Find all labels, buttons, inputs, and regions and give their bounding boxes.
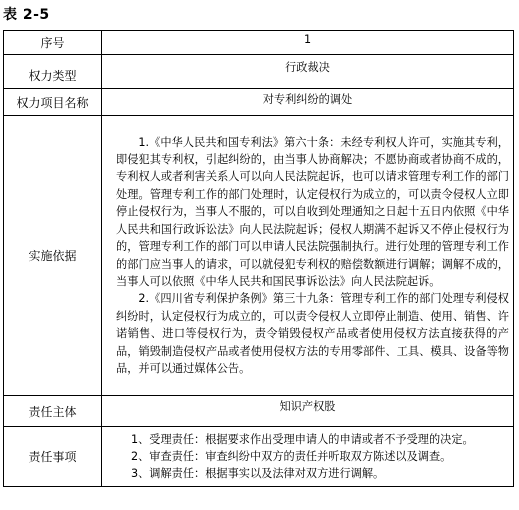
basis-paragraph-1: 1.《中华人民共和国专利法》第六十条：未经专利权人许可，实施其专利，即侵犯其专利权，引起纠纷的，由当事人协商解决；不愿协商或者协商不成的，专利权人或者利害关系人可以向人民法院起诉，也可以请求管理专利工作的部门处理。管理专利工作的部门处理时，认定侵权行为成立的，可以责令侵权人立即停止侵权行为，当事人不服的，可以自收到处理通知之日起十五日内依照《中华人民共和国行政诉讼法》向人民法院起诉；侵权人期满不起诉又不停止侵权行为的，管理专利工作的部门可以申请人民法院强制执行。进行处理的管理专利工作的部门应当事人的请求，可以就侵犯专利权的赔偿数额进行调解；调解不成的，当事人可以依照《中华人民共和国民事诉讼法》向人民法院起诉。	[116, 135, 509, 288]
duty-item: 3、调解责任：根据事实以及法律对双方进行调解。	[131, 467, 385, 481]
basis-paragraph-2: 2.《四川省专利保护条例》第三十九条：管理专利工作的部门处理专利侵权纠纷时，认定侵权行为成立的，可以责令侵权人立即停止制造、使用、销售、许诺销售、进口等侵权行为，责令销毁侵权产品或者使用侵权方法直接获得的产品，销毁制造侵权产品或者使用侵权方法的专用零部件、工具、模具、设备等物品，并可以通过媒体公告。	[116, 292, 509, 375]
subject-value: 知识产权股	[102, 396, 514, 427]
power-name-label: 权力项目名称	[4, 89, 102, 116]
basis-label: 实施依据	[4, 116, 102, 396]
table-row	[4, 31, 514, 55]
table-title: 表 2-5	[3, 7, 50, 23]
table-row	[4, 116, 514, 396]
duty-item: 2、审查责任：审查纠纷中双方的责任并听取双方陈述以及调查。	[131, 449, 452, 463]
duties-content	[102, 427, 514, 487]
power-info-table	[3, 30, 514, 487]
duty-item: 1、受理责任：根据要求作出受理申请人的申请或者不予受理的决定。	[131, 432, 474, 446]
table-row	[4, 427, 514, 487]
power-type-value: 行政裁决	[102, 55, 514, 89]
table-row	[4, 396, 514, 427]
power-type-label: 权力类型	[4, 55, 102, 89]
serial-value: 1	[102, 31, 514, 55]
basis-content	[102, 116, 514, 396]
table-row	[4, 55, 514, 89]
duties-label: 责任事项	[4, 427, 102, 487]
table-row	[4, 89, 514, 116]
serial-label: 序号	[4, 31, 102, 55]
subject-label: 责任主体	[4, 396, 102, 427]
power-name-value: 对专利纠纷的调处	[102, 89, 514, 116]
